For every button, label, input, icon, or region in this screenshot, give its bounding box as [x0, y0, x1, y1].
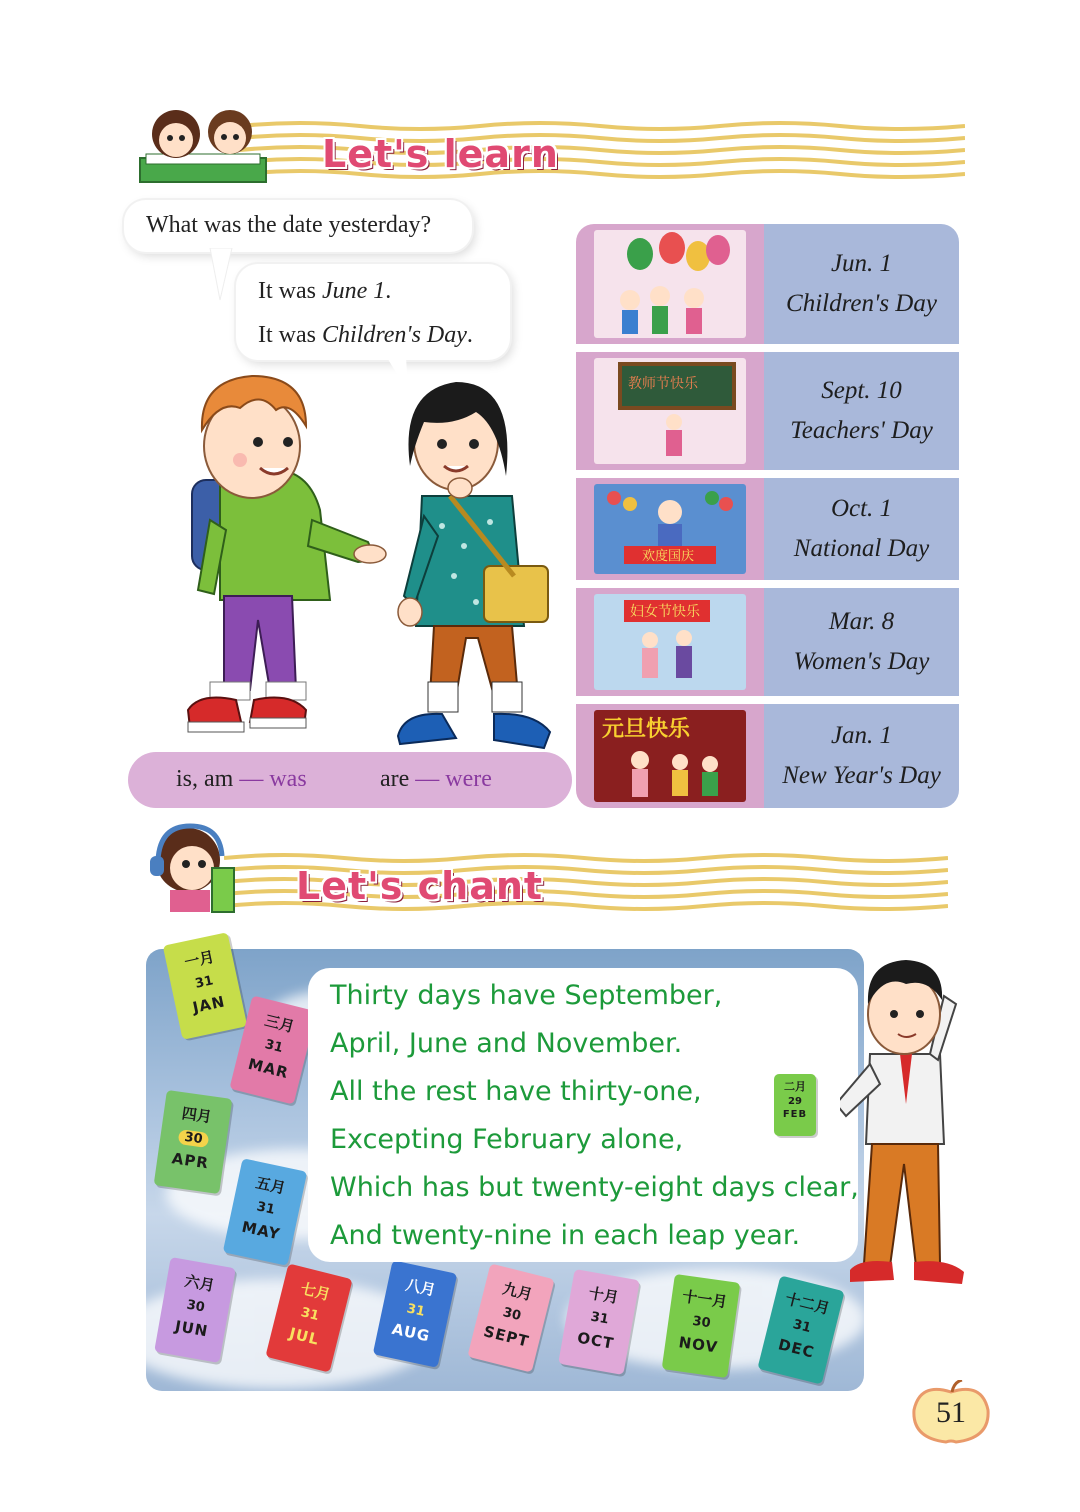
grammar-bar: [128, 752, 572, 808]
boy-with-calendar-illustration: [840, 944, 970, 1294]
holiday-row: [576, 224, 959, 344]
national-day-sign: 欢度国庆: [642, 549, 695, 564]
page-number-badge: [906, 1380, 996, 1446]
girl-with-bag-illustration: [394, 376, 564, 752]
holiday-name: Teachers' Day: [790, 417, 933, 444]
holiday-row: [576, 352, 959, 470]
month-card: 十二月 31 DEC: [757, 1275, 844, 1384]
holiday-text: [764, 352, 959, 470]
month-card: 四月 30 APR: [154, 1090, 233, 1194]
month-card: 七月 31 JUL: [265, 1263, 352, 1372]
month-card: 十月 31 OCT: [558, 1269, 640, 1375]
date-answer: June 1: [321, 278, 386, 304]
learn-title: Let's learn: [322, 132, 559, 176]
new-years-day-picture: [594, 710, 746, 802]
holiday-answer: Children's Day: [321, 322, 467, 348]
month-card: 十一月 30 NOV: [662, 1274, 741, 1378]
childrens-day-picture: [594, 230, 746, 338]
question-bubble: [124, 200, 472, 252]
answer-line-2: It was Children's Day.: [258, 322, 473, 348]
holiday-name: National Day: [793, 535, 930, 562]
boy-with-backpack-illustration: [180, 370, 390, 752]
page-number: 51: [936, 1396, 966, 1429]
chant-line: April, June and November.: [330, 1028, 683, 1059]
chant-line: All the rest have thirty-one,: [330, 1076, 702, 1107]
holiday-row: [576, 588, 959, 696]
month-card: 六月 30 JUN: [154, 1257, 236, 1363]
holiday-name: Children's Day: [786, 290, 937, 317]
month-card: 八月 31 AUG: [373, 1260, 458, 1368]
reading-kids-icon: [136, 100, 270, 186]
holiday-picture: [576, 588, 764, 696]
chant-line: Which has but twenty-eight days clear,: [330, 1172, 859, 1203]
holiday-date: Sept. 10: [821, 377, 902, 404]
teachers-day-sign: 教师节快乐: [628, 376, 698, 392]
holiday-text: [764, 478, 959, 580]
chant-line: Thirty days have September,: [330, 980, 723, 1011]
holiday-picture: [576, 352, 764, 470]
answer-line-1: It was June 1.: [258, 278, 392, 304]
teachers-day-picture: [594, 358, 746, 464]
holiday-row: [576, 478, 959, 580]
holiday-picture: [576, 224, 764, 344]
national-day-picture: [594, 484, 746, 574]
month-card: 三月 31 MAR: [229, 995, 316, 1104]
new-years-sign: 元旦快乐: [602, 717, 691, 742]
holiday-picture: [576, 704, 764, 808]
holiday-text: [764, 588, 959, 696]
grammar-pair-is-am: is, am — was: [176, 766, 307, 792]
holiday-date: Jun. 1: [830, 250, 893, 277]
holiday-row: [576, 704, 959, 808]
headphones-girl-icon: [146, 816, 242, 916]
month-card: 九月 30 SEPT: [467, 1263, 554, 1372]
grammar-pair-are: are — were: [380, 766, 492, 792]
holiday-name: Women's Day: [793, 648, 930, 675]
chant-line: And twenty-nine in each leap year.: [330, 1220, 801, 1251]
chant-title: Let's chant: [296, 864, 544, 908]
month-card: 五月 31 MAY: [223, 1158, 308, 1266]
chant-line: Excepting February alone,: [330, 1124, 684, 1155]
holiday-name: New Year's Day: [782, 762, 941, 789]
holiday-date: Oct. 1: [830, 495, 893, 522]
february-card: 二月 29 FEB: [774, 1074, 816, 1136]
answer-bubble: [236, 264, 510, 360]
womens-day-picture: [594, 594, 746, 690]
holiday-date: Mar. 8: [828, 608, 895, 635]
holiday-date: Jan. 1: [830, 722, 893, 749]
holiday-text: [764, 704, 959, 808]
question-text: What was the date yesterday?: [146, 212, 432, 238]
holiday-text: [764, 224, 959, 344]
month-card: 一月 31 JAN: [163, 932, 248, 1040]
holiday-picture: [576, 478, 764, 580]
womens-day-sign: 妇女节快乐: [630, 604, 700, 620]
question-bubble-tail: [206, 248, 236, 304]
